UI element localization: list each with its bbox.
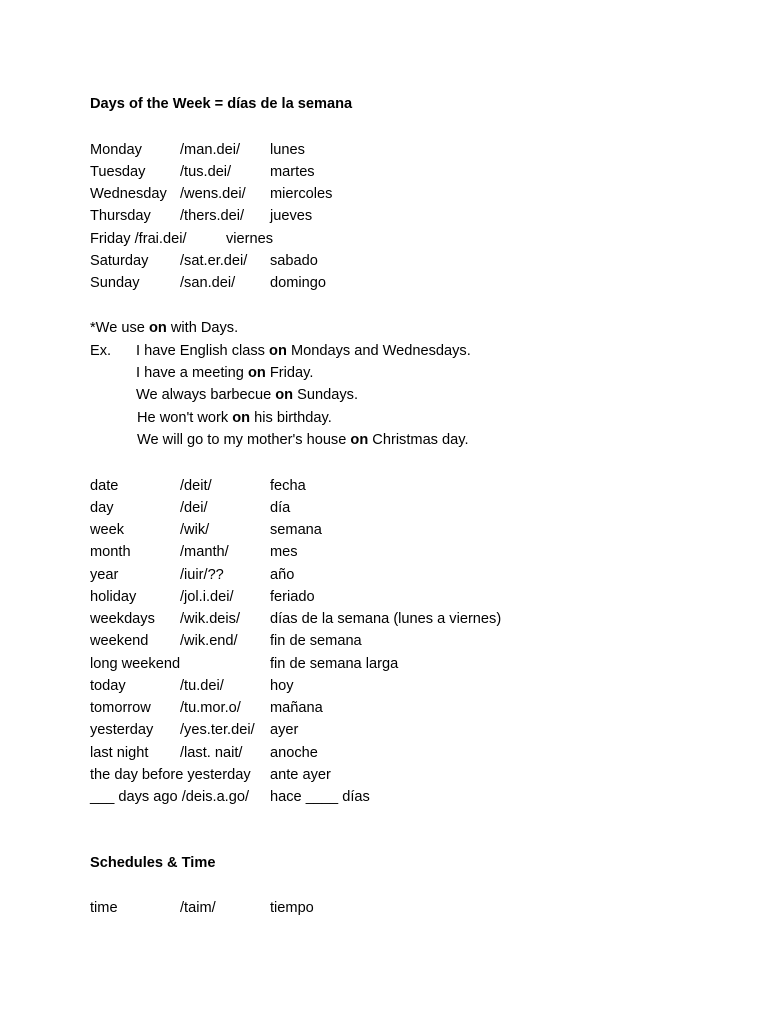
vocab-pronunciation: /wik/ xyxy=(180,522,210,538)
vocab-row xyxy=(90,766,730,784)
document-page xyxy=(90,0,750,1024)
day-english: Thursday xyxy=(90,208,151,224)
day-pronunciation: /tus.dei/ xyxy=(180,164,232,180)
example-row xyxy=(90,409,730,427)
day-row-thursday xyxy=(90,207,730,225)
note-bold: on xyxy=(148,320,167,336)
vocab-pronunciation: /tu.dei/ xyxy=(180,678,224,694)
vocab-spanish: mañana xyxy=(270,700,323,716)
example-post: Friday. xyxy=(265,365,314,381)
vocab-spanish: hoy xyxy=(270,678,294,694)
vocab-spanish: tiempo xyxy=(270,900,314,916)
example-row xyxy=(90,431,730,449)
vocab-pronunciation: /iuir/?? xyxy=(180,567,224,583)
vocab-spanish: semana xyxy=(270,522,322,538)
vocab-english: weekdays xyxy=(90,611,155,627)
example-post: Christmas day. xyxy=(368,432,469,448)
vocab-pronunciation: /last. nait/ xyxy=(180,745,243,761)
vocab-spanish: hace ____ días xyxy=(270,789,370,805)
vocab-english: last night xyxy=(90,745,149,761)
example-row xyxy=(90,342,730,360)
vocab-spanish: fin de semana xyxy=(270,633,362,649)
day-pronunciation: /thers.dei/ xyxy=(180,208,245,224)
day-spanish: lunes xyxy=(270,142,305,158)
vocab-english: holiday xyxy=(90,589,137,605)
vocab-english: week xyxy=(90,522,125,538)
vocab-row xyxy=(90,543,730,561)
vocab-spanish: ayer xyxy=(270,722,299,738)
vocab-pronunciation: /tu.mor.o/ xyxy=(180,700,241,716)
vocab-english: long weekend xyxy=(90,656,181,672)
day-spanish: sabado xyxy=(270,253,318,269)
vocab-row xyxy=(90,477,730,495)
day-row-saturday xyxy=(90,252,730,270)
day-spanish: jueves xyxy=(270,208,313,224)
heading-days-of-week: Days of the Week = días de la semana xyxy=(90,96,353,112)
day-english: Monday xyxy=(90,142,142,158)
vocab-row xyxy=(90,788,730,806)
example-sentence xyxy=(136,342,471,360)
vocab-english: date xyxy=(90,478,119,494)
vocab-row xyxy=(90,566,730,584)
day-spanish: domingo xyxy=(270,275,326,291)
vocab-english: month xyxy=(90,544,131,560)
vocab-row xyxy=(90,744,730,762)
vocab-spanish: fecha xyxy=(270,478,306,494)
vocab-spanish: feriado xyxy=(270,589,315,605)
day-row-friday xyxy=(90,230,730,248)
example-bold: on xyxy=(275,387,294,403)
example-sentence xyxy=(136,364,313,382)
vocab-row xyxy=(90,677,730,695)
vocab-english: year xyxy=(90,567,119,583)
examples-label: Ex. xyxy=(90,343,112,359)
vocab-spanish: día xyxy=(270,500,291,516)
example-post: his birthday. xyxy=(250,410,332,426)
vocab-english: today xyxy=(90,678,126,694)
vocab-spanish: fin de semana larga xyxy=(270,656,399,672)
vocab-pronunciation: /taim/ xyxy=(180,900,216,916)
day-english: Tuesday xyxy=(90,164,146,180)
day-row-tuesday xyxy=(90,163,730,181)
example-sentence xyxy=(137,431,469,449)
example-bold: on xyxy=(232,410,251,426)
vocab-spanish: ante ayer xyxy=(270,767,331,783)
vocab-spanish: año xyxy=(270,567,295,583)
example-pre: He won't work xyxy=(137,410,233,426)
vocab-pronunciation: /yes.ter.dei/ xyxy=(180,722,255,738)
vocab-row xyxy=(90,588,730,606)
vocab-pronunciation: /wik.deis/ xyxy=(180,611,241,627)
example-row xyxy=(90,364,730,382)
vocab-english: time xyxy=(90,900,118,916)
vocab-row xyxy=(90,632,730,650)
day-english: Sunday xyxy=(90,275,140,291)
example-row xyxy=(90,386,730,404)
example-post: Mondays and Wednesdays. xyxy=(286,343,471,359)
vocab-pronunciation: /jol.i.dei/ xyxy=(180,589,234,605)
example-sentence xyxy=(136,386,358,404)
day-row-monday xyxy=(90,141,730,159)
example-bold: on xyxy=(350,432,369,448)
day-spanish: miercoles xyxy=(270,186,333,202)
vocab-spanish: anoche xyxy=(270,745,318,761)
example-bold: on xyxy=(269,343,287,359)
day-row-wednesday xyxy=(90,185,730,203)
vocab-row xyxy=(90,721,730,739)
day-pronunciation: /sat.er.dei/ xyxy=(180,253,248,269)
vocab-row xyxy=(90,521,730,539)
note-pre: *We use xyxy=(90,320,149,336)
vocab-spanish: mes xyxy=(270,544,298,560)
example-pre: We always barbecue xyxy=(136,387,276,403)
vocab-spanish: días de la semana (lunes a viernes) xyxy=(270,611,502,627)
time-row xyxy=(90,899,730,917)
note-post: with Days. xyxy=(166,320,239,336)
day-english: Friday /frai.dei/ xyxy=(90,231,187,247)
day-pronunciation: /wens.dei/ xyxy=(180,186,246,202)
vocab-row xyxy=(90,699,730,717)
vocab-pronunciation: /deit/ xyxy=(180,478,212,494)
vocab-row xyxy=(90,655,730,673)
example-sentence xyxy=(137,409,332,427)
vocab-pronunciation: /wik.end/ xyxy=(180,633,238,649)
usage-note xyxy=(90,319,238,337)
day-pronunciation: /man.dei/ xyxy=(180,142,241,158)
vocab-english: the day before yesterday xyxy=(90,767,251,783)
heading-schedules-time: Schedules & Time xyxy=(90,855,216,871)
vocab-pronunciation: /manth/ xyxy=(180,544,229,560)
vocab-english: tomorrow xyxy=(90,700,151,716)
example-pre: I have a meeting xyxy=(136,365,248,381)
vocab-english: ___ days ago /deis.a.go/ xyxy=(90,789,250,805)
vocab-english: weekend xyxy=(90,633,149,649)
day-pronunciation: /san.dei/ xyxy=(180,275,236,291)
day-row-sunday xyxy=(90,274,730,292)
vocab-pronunciation: /dei/ xyxy=(180,500,208,516)
vocab-english: day xyxy=(90,500,114,516)
vocab-row xyxy=(90,499,730,517)
example-bold: on xyxy=(247,365,266,381)
example-pre: I have English class xyxy=(136,343,270,359)
example-post: Sundays. xyxy=(293,387,359,403)
day-spanish: viernes xyxy=(226,231,274,247)
day-english: Saturday xyxy=(90,253,149,269)
day-spanish: martes xyxy=(270,164,315,180)
vocab-english: yesterday xyxy=(90,722,154,738)
day-english: Wednesday xyxy=(90,186,167,202)
example-pre: We will go to my mother's house xyxy=(137,432,351,448)
vocab-row xyxy=(90,610,730,628)
